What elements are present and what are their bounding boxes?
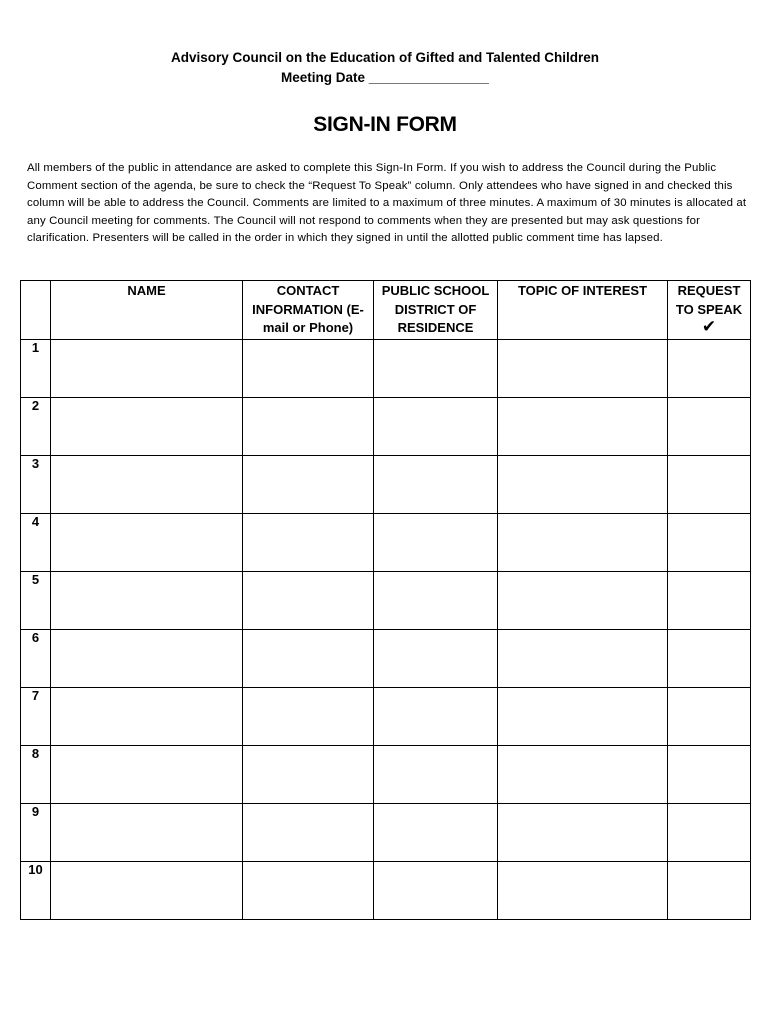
row-number: 3 xyxy=(21,456,51,514)
row-number: 1 xyxy=(21,340,51,398)
request-to-speak-cell[interactable] xyxy=(668,630,751,688)
column-header-number xyxy=(21,281,51,340)
table-row xyxy=(21,862,751,920)
contact-cell[interactable] xyxy=(243,688,374,746)
request-to-speak-cell[interactable] xyxy=(668,688,751,746)
topic-cell[interactable] xyxy=(498,862,668,920)
name-cell[interactable] xyxy=(51,862,243,920)
name-cell[interactable] xyxy=(51,804,243,862)
instructions-paragraph: All members of the public in attendance are asked to complete this Sign-In Form. If you wish to address the Council during the Public Comment section of the agenda, be sure to check the “Request To Speak” column. Only attendees who have signed in and checked this column will be able to address the Council. Comments are limited to a maximum of three minutes. A maximum of 30 minutes is allocated at any Council meeting for comments. The Council will not respond to comments when they are presented but may ask questions for clarification. Presenters will be called in the order in which they signed in until the allotted public comment time has lapsed. xyxy=(27,162,747,245)
request-to-speak-cell[interactable] xyxy=(668,514,751,572)
topic-cell[interactable] xyxy=(498,572,668,630)
checkmark-icon: ✔ xyxy=(701,317,717,336)
request-to-speak-cell[interactable] xyxy=(668,572,751,630)
district-cell[interactable] xyxy=(374,456,498,514)
row-number: 5 xyxy=(21,572,51,630)
name-cell[interactable] xyxy=(51,630,243,688)
district-cell[interactable] xyxy=(374,630,498,688)
request-to-speak-cell[interactable] xyxy=(668,398,751,456)
row-number: 4 xyxy=(21,514,51,572)
sign-in-table xyxy=(20,280,751,920)
contact-cell[interactable] xyxy=(243,630,374,688)
table-row xyxy=(21,688,751,746)
topic-cell[interactable] xyxy=(498,746,668,804)
meeting-date-line[interactable]: Meeting Date ________________ xyxy=(281,70,489,85)
district-cell[interactable] xyxy=(374,398,498,456)
table-row xyxy=(21,804,751,862)
row-number: 8 xyxy=(21,746,51,804)
table-row xyxy=(21,456,751,514)
topic-cell[interactable] xyxy=(498,688,668,746)
district-cell[interactable] xyxy=(374,340,498,398)
topic-cell[interactable] xyxy=(498,804,668,862)
table-row xyxy=(21,630,751,688)
name-cell[interactable] xyxy=(51,688,243,746)
row-number: 10 xyxy=(21,862,51,920)
district-cell[interactable] xyxy=(374,688,498,746)
district-cell[interactable] xyxy=(374,514,498,572)
row-number: 9 xyxy=(21,804,51,862)
topic-cell[interactable] xyxy=(498,398,668,456)
column-header-name: NAME xyxy=(51,281,243,340)
district-cell[interactable] xyxy=(374,804,498,862)
table-row xyxy=(21,398,751,456)
row-number: 6 xyxy=(21,630,51,688)
contact-cell[interactable] xyxy=(243,572,374,630)
request-to-speak-cell[interactable] xyxy=(668,862,751,920)
column-header-contact: CONTACT INFORMATION (E-mail or Phone) xyxy=(243,281,374,340)
contact-cell[interactable] xyxy=(243,746,374,804)
organization-title: Advisory Council on the Education of Gifted and Talented Children xyxy=(170,50,600,65)
table-row xyxy=(21,514,751,572)
contact-cell[interactable] xyxy=(243,514,374,572)
contact-cell[interactable] xyxy=(243,456,374,514)
request-to-speak-cell[interactable] xyxy=(668,804,751,862)
name-cell[interactable] xyxy=(51,514,243,572)
topic-cell[interactable] xyxy=(498,514,668,572)
table-body xyxy=(21,340,751,920)
form-title: SIGN-IN FORM xyxy=(313,113,457,136)
column-header-topic: TOPIC OF INTEREST xyxy=(498,281,668,340)
column-header-request xyxy=(668,281,751,340)
district-cell[interactable] xyxy=(374,572,498,630)
name-cell[interactable] xyxy=(51,340,243,398)
row-number: 7 xyxy=(21,688,51,746)
request-to-speak-cell[interactable] xyxy=(668,746,751,804)
district-cell[interactable] xyxy=(374,746,498,804)
contact-cell[interactable] xyxy=(243,804,374,862)
topic-cell[interactable] xyxy=(498,456,668,514)
contact-cell[interactable] xyxy=(243,340,374,398)
table-row xyxy=(21,746,751,804)
row-number: 2 xyxy=(21,398,51,456)
table-row xyxy=(21,572,751,630)
topic-cell[interactable] xyxy=(498,340,668,398)
column-header-request-label: REQUEST TO SPEAK xyxy=(675,283,743,317)
request-to-speak-cell[interactable] xyxy=(668,340,751,398)
table-header-row xyxy=(21,281,751,340)
name-cell[interactable] xyxy=(51,398,243,456)
table-row xyxy=(21,340,751,398)
request-to-speak-cell[interactable] xyxy=(668,456,751,514)
name-cell[interactable] xyxy=(51,456,243,514)
contact-cell[interactable] xyxy=(243,862,374,920)
column-header-district: PUBLIC SCHOOL DISTRICT OF RESIDENCE xyxy=(374,281,498,340)
name-cell[interactable] xyxy=(51,746,243,804)
topic-cell[interactable] xyxy=(498,630,668,688)
name-cell[interactable] xyxy=(51,572,243,630)
contact-cell[interactable] xyxy=(243,398,374,456)
district-cell[interactable] xyxy=(374,862,498,920)
